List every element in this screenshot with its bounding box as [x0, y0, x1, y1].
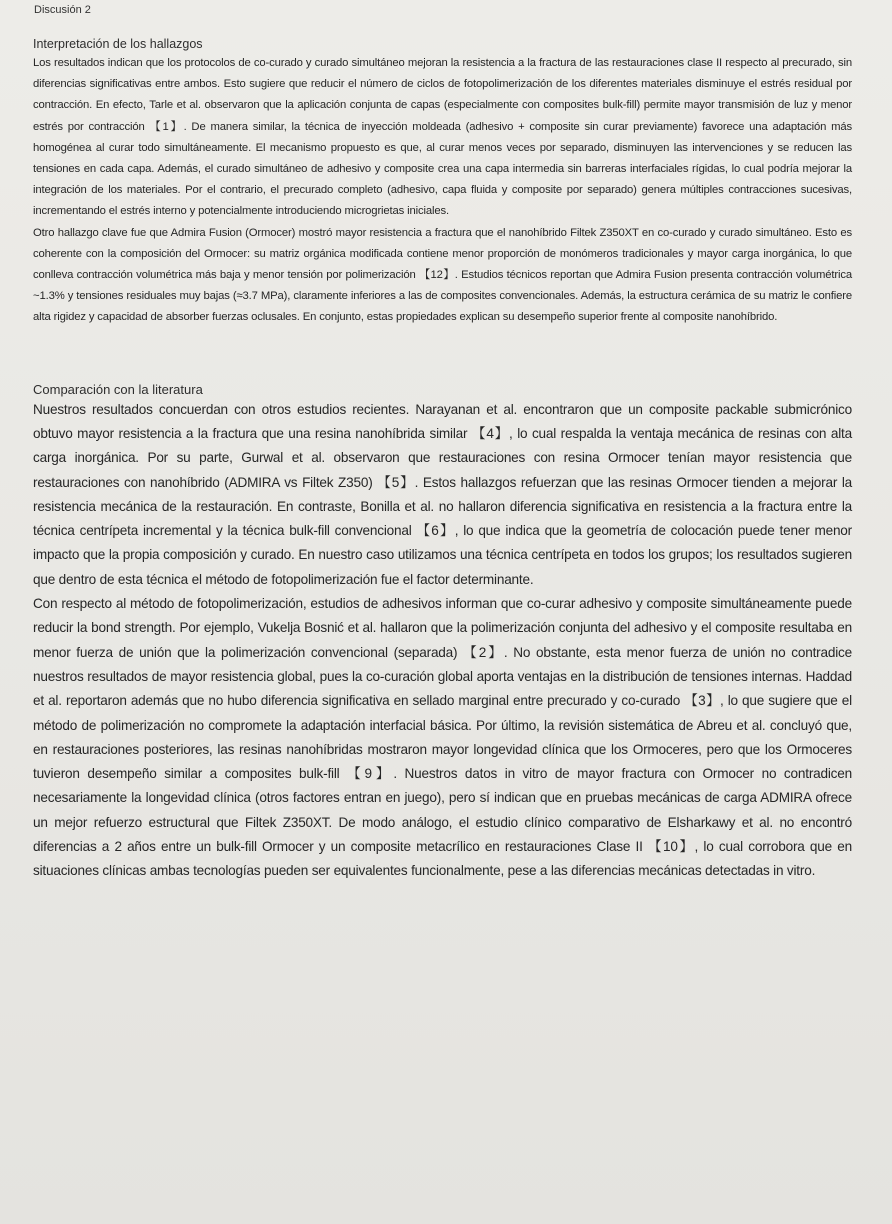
section-interpretacion: [33, 36, 852, 329]
section-comparacion: [33, 382, 852, 884]
section-heading: Interpretación de los hallazgos: [33, 37, 203, 51]
paragraph: Los resultados indican que los protocolos de co-curado y curado simultáneo mejoran la resistencia a la fractura de las restauraciones clase II respecto al precurado, sin diferencias significativas entre ambos. Esto sugiere que reducir el número de ciclos de fotopolimerización de los diferentes materiales disminuye el estrés residual por contracción. En efecto, Tarle et al. observaron que la aplicación conjunta de capas (especialmente con composites bulk-fill) permite mayor transmisión de luz y menor estrés por contracción 【1】. De manera similar, la técnica de inyección moldeada (adhesivo + composite sin curar previamente) favorece una adaptación más homogénea al curar todo simultáneamente. El mecanismo propuesto es que, al curar menos veces por separado, disminuyen las intervenciones y se reducen las tensiones en cada capa. Además, el curado simultáneo de adhesivo y composite crea una capa intermedia sin barreras interfaciales rígidas, lo cual podría mejorar la integración de los materiales. Por el contrario, el precurado completo (adhesivo, capa fluida y composite por separado) genera múltiples contracciones sucesivas, incrementando el estrés interno y potencialmente introduciendo microgrietas iniciales.: [33, 57, 852, 218]
section-heading: Comparación con la literatura: [33, 381, 203, 397]
paragraph: Otro hallazgo clave fue que Admira Fusion (Ormocer) mostró mayor resistencia a fractura que el nanohíbrido Filtek Z350XT en co-curado y curado simultáneo. Esto es coherente con la composición del Ormocer: su matriz orgánica modificada contiene menor proporción de monómeros tradicionales y mayor carga inorgánica, lo que conlleva contracción volumétrica más baja y menor tensión por polimerización 【12】. Estudios técnicos reportan que Admira Fusion presenta contracción volumétrica ~1.3% y tensiones residuales muy bajas (≈3.7 MPa), claramente inferiores a las de composites convencionales. Además, la estructura cerámica de su matriz le confiere alta rigidez y capacidad de absorber fuerzas oclusales. En conjunto, estas propiedades explican su desempeño superior frente al composite nanohíbrido.: [33, 226, 852, 324]
paragraph: Nuestros resultados concuerdan con otros estudios recientes. Narayanan et al. encontraron que un composite packable submicrónico obtuvo mayor resistencia a la fractura que una resina nanohíbrida similar 【4】, lo cual respalda la ventaja mecánica de resinas con alta carga inorgánica. Por su parte, Gurwal et al. observaron que restauraciones con resina Ormocer tenían mayor resistencia que restauraciones con nanohíbrido (ADMIRA vs Filtek Z350) 【5】. Estos hallazgos refuerzan que las resinas Ormocer tienden a mejorar la resistencia mecánica de la restauración. En contraste, Bonilla et al. no hallaron diferencia significativa en resistencia a la fractura entre la técnica centrípeta incremental y la técnica bulk-fill convencional 【6】, lo que indica que la geometría de colocación puede tener menor impacto que la propia composición y curado. En nuestro caso utilizamos una técnica centrípeta en todos los grupos; los resultados sugieren que dentro de esta técnica el método de fotopolimerización fue el factor determinante.: [33, 401, 852, 587]
paragraph: Con respecto al método de fotopolimerización, estudios de adhesivos informan que co-curar adhesivo y composite simultáneamente puede reducir la bond strength. Por ejemplo, Vukelja Bosnić et al. hallaron que la polimerización conjunta del adhesivo y el composite resultaba en menor fuerza de unión que la polimerización convencional (separada) 【2】. No obstante, esta menor fuerza de unión no contradice nuestros resultados de mayor resistencia global, pues la co-curación global aporta ventajas en la distribución de tensiones internas. Haddad et al. reportaron además que no hubo diferencia significativa en sellado marginal entre precurado y co-curado 【3】, lo que sugiere que el método de polimerización no compromete la adaptación interfacial básica. Por último, la revisión sistemática de Abreu et al. concluyó que, en restauraciones posteriores, las resinas nanohíbridas mostraron mayor longevidad clínica que los Ormoceres, pero que los Ormoceres tuvieron desempeño similar a composites bulk-fill 【9】. Nuestros datos in vitro de mayor fractura con Ormocer no contradicen necesariamente la longevidad clínica (otros factores entran en juego), pero sí indican que en pruebas mecánicas de carga ADMIRA ofrece un mejor refuerzo estructural que Filtek Z350XT. De modo análogo, el estudio clínico comparativo de Elsharkawy et al. no encontró diferencias a 2 años entre un bulk-fill Ormocer y un composite metacrílico en restauraciones Clase II 【10】, lo cual corrobora que en situaciones clínicas ambas tecnologías pueden ser equivalentes funcionalmente, pese a las diferencias mecánicas detectadas in vitro.: [33, 596, 852, 879]
document-title: Discusión 2: [34, 4, 91, 16]
